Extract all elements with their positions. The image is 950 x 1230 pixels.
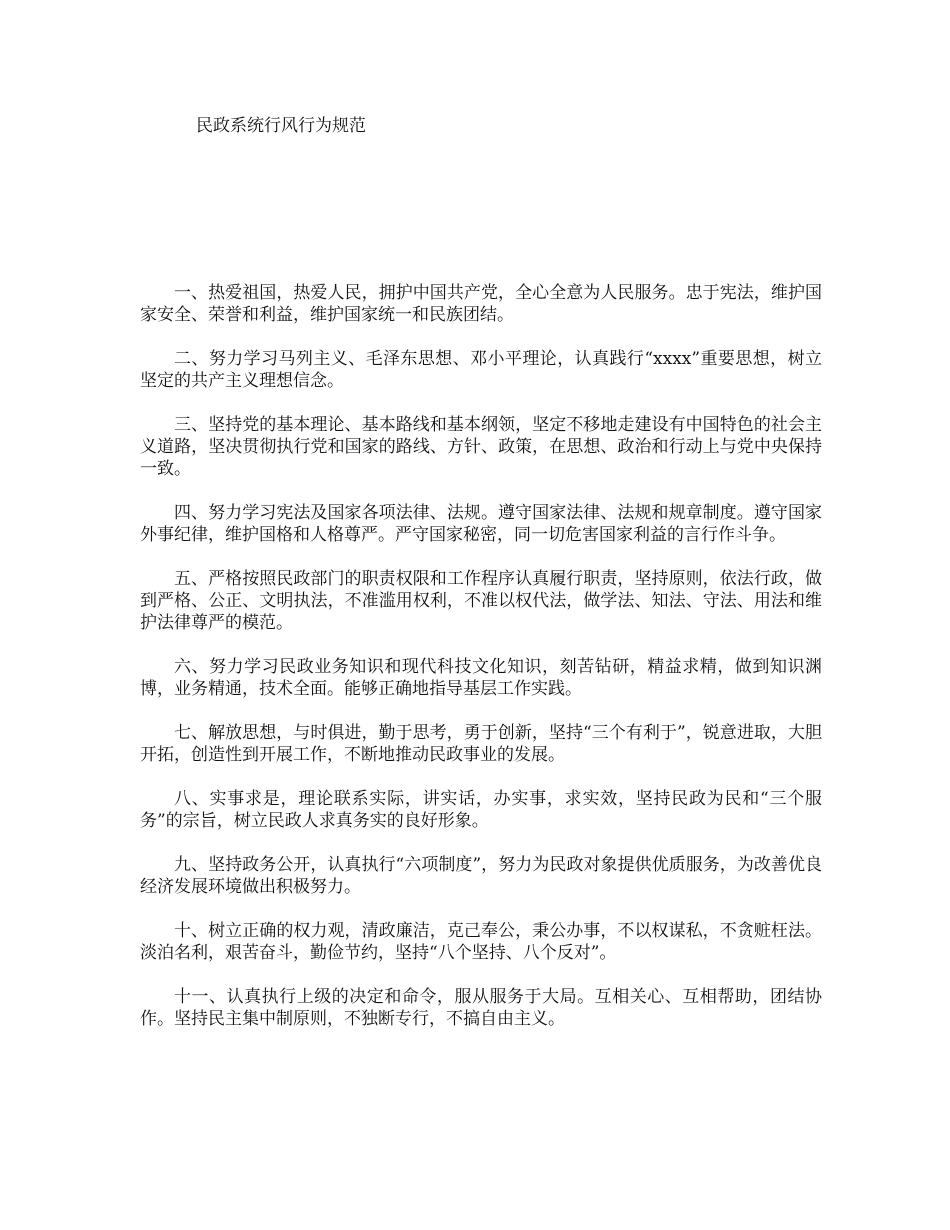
paragraph-7: 七、解放思想，与时俱进，勤于思考，勇于创新，坚持“三个有利于”，锐意进取，大胆开拓，创造性到开展工作，不断地推动民政事业的发展。 — [140, 723, 822, 765]
paragraph-9: 九、坚持政务公开，认真执行“六项制度”，努力为民政对象提供优质服务，为改善优良经济发展环境做出积极努力。 — [140, 855, 822, 897]
paragraph-8: 八、实事求是，理论联系实际，讲实话，办实事，求实效，坚持民政为民和“三个服务”的宗旨，树立民政人求真务实的良好形象。 — [140, 789, 822, 831]
document-title: 民政系统行风行为规范 — [196, 116, 366, 136]
paragraph-3: 三、坚持党的基本理论、基本路线和基本纲领，坚定不移地走建设有中国特色的社会主义道路，坚决贯彻执行党和国家的路线、方针、政策，在思想、政治和行动上与党中央保持一致。 — [140, 415, 822, 479]
paragraph-1: 一、热爱祖国，热爱人民，拥护中国共产党，全心全意为人民服务。忠于宪法，维护国家安全、荣誉和利益，维护国家统一和民族团结。 — [140, 283, 822, 325]
paragraph-2: 二、努力学习马列主义、毛泽东思想、邓小平理论，认真践行“xxxx”重要思想，树立坚定的共产主义理想信念。 — [140, 349, 822, 391]
paragraph-4: 四、努力学习宪法及国家各项法律、法规。遵守国家法律、法规和规章制度。遵守国家外事纪律，维护国格和人格尊严。严守国家秘密，同一切危害国家利益的言行作斗争。 — [140, 503, 822, 545]
paragraph-5: 五、严格按照民政部门的职责权限和工作程序认真履行职责，坚持原则，依法行政，做到严格、公正、文明执法，不准滥用权利，不准以权代法，做学法、知法、守法、用法和维护法律尊严的模范。 — [140, 569, 822, 633]
paragraph-11: 十一、认真执行上级的决定和命令，服从服务于大局。互相关心、互相帮助，团结协作。坚持民主集中制原则，不独断专行，不搞自由主义。 — [140, 987, 822, 1029]
paragraph-6: 六、努力学习民政业务知识和现代科技文化知识，刻苦钻研，精益求精，做到知识渊博，业务精通，技术全面。能够正确地指导基层工作实践。 — [140, 657, 822, 699]
paragraph-10: 十、树立正确的权力观，清政廉洁，克己奉公，秉公办事，不以权谋私，不贪赃枉法。淡泊名利，艰苦奋斗，勤俭节约，坚持“八个坚持、八个反对”。 — [140, 921, 822, 963]
document-body — [140, 282, 822, 1052]
